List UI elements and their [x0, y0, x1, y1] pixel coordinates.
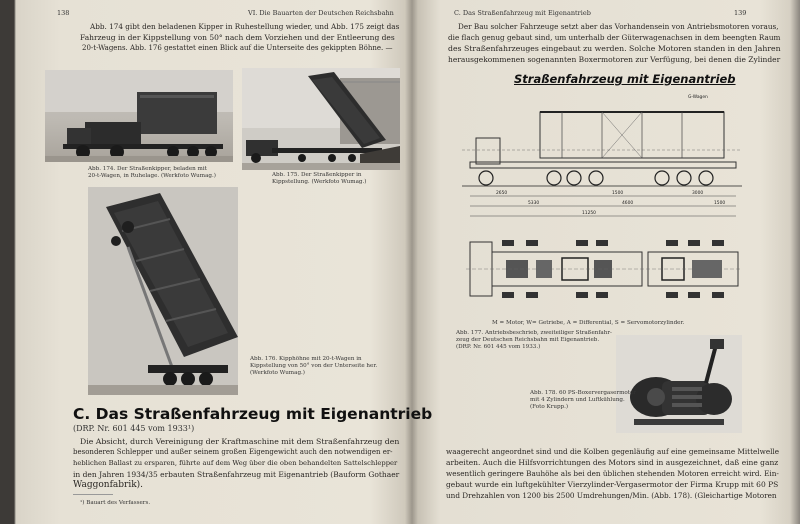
section-heading: C. Das Straßenfahrzeug mit Eigenantrieb [73, 405, 433, 423]
footnote-rule [73, 494, 113, 495]
photo-abb-175 [242, 68, 400, 170]
running-head: VI. Die Bauarten der Deutschen Reichsbahn [248, 9, 394, 17]
photo-abb-174 [45, 70, 233, 162]
intro-line: 20-t-Wagens. Abb. 176 gestattet einen Blick auf die Unterseite des gekippten Böhne. — [82, 44, 393, 52]
running-head: C. Das Straßenfahrzeug mit Eigenantrieb [454, 9, 591, 17]
dim-label: 1500 [714, 201, 726, 206]
caption-abb-177: Abb. 177. Antriebsbeschrieb, zweiteiliger Straßenfahr- zeug der Deutschen Reichsbahn mit Eigenantrieb. (DRP. Nr. 601 445 vom 1933.) [456, 330, 612, 350]
body-line: heblichen Ballast zu ersparen, führte auf dem Weg über die oben behandelten Sattelschlepper [73, 459, 398, 467]
elevation-drawing [462, 92, 742, 224]
photo-abb-176 [88, 187, 238, 395]
dim-label: 1500 [612, 191, 624, 196]
intro-line: herausgekommenen sogenannten Boxermotoren zur Verfügung, bei denen die Zylinder [448, 55, 781, 64]
caption-abb-174: Abb. 174. Der Straßenkipper, beladen mit 20-t-Wagen, in Ruhelage. (Werkfoto Wumag.) [88, 166, 216, 179]
drawing-title: Straßenfahrzeug mit Eigenantrieb [514, 72, 736, 86]
body-line: besonderen Schlepper und außer seinem großen Eigengewicht auch den notwendigen er- [73, 448, 393, 456]
caption-abb-176: Abb. 176. Kipphöhne mit 20-t-Wagen in Kippstellung von 50° von der Unterseite her. (Werkfoto Wumag.) [250, 356, 378, 376]
caption-abb-175: Abb. 175. Der Straßenkipper in Kippstellung. (Werkfoto Wumag.) [272, 172, 367, 185]
footnote: ¹) Bauart des Verfassers. [80, 500, 151, 506]
body-line: Die Absicht, durch Vereinigung der Kraftmaschine mit dem Straßenfahrzeug den [80, 437, 400, 446]
wagon-label: G-Wagen [688, 95, 708, 100]
intro-line: die flach genug gebaut sind, um unterhalb der Güterwagenachsen in dem beengten Raum [448, 33, 781, 42]
page-number: 138 [57, 9, 70, 17]
body-line: wesentlich geringere Bauhöhe als bei den üblichen stehenden Motoren erreicht wird. Ein- [446, 469, 779, 478]
intro-line: Fahrzeug in der Kippstellung von 50° nach dem Vorziehen und der Entleerung des [80, 33, 395, 42]
plan-drawing [466, 234, 742, 306]
intro-line: Der Bau solcher Fahrzeuge setzt aber das Vorhandensein von Antriebsmotoren voraus, [458, 22, 779, 31]
body-line: in den Jahren 1934/35 erbauten Straßenfahrzeug mit Eigenantrieb (Bauform Gothaer [73, 470, 400, 479]
dim-label: 4600 [622, 201, 634, 206]
section-subheading: (DRP. Nr. 601 445 vom 1933¹) [73, 424, 195, 433]
photo-abb-178 [616, 335, 742, 433]
body-line: und Drehzahlen von 1200 bis 2500 Umdrehungen/Min. (Abb. 178). (Gleichartige Motoren [446, 491, 777, 500]
intro-line: des Straßenfahrzeuges eingebaut zu werden. Solche Motoren standen in den Jahren [448, 44, 781, 53]
dim-label: 5330 [528, 201, 540, 206]
legend: M = Motor, W= Getriebe, A = Differential, S = Servomotorzylinder. [492, 320, 685, 326]
intro-line: Abb. 174 gibt den beladenen Kipper in Ruhestellung wieder, und Abb. 175 zeigt das [90, 22, 400, 31]
body-line: gebaut wurde ein luftgekühlter Vierzylinder-Vergasermotor der Firma Krupp mit 60 PS [446, 480, 779, 489]
body-line: waagerecht angeordnet sind und die Kolben gegenläufig auf eine gemeinsame Mittelwelle [446, 447, 780, 456]
dim-label: 3000 [692, 191, 704, 196]
page-number: 139 [734, 9, 747, 17]
body-line: arbeiten. Auch die Hilfsvorrichtungen des Motors sind in ausgezeichnet, daß eine ganz [446, 458, 779, 467]
dim-label: 11250 [582, 211, 596, 216]
caption-abb-178: Abb. 178. 60 PS-Boxervergasermotor mit 4 Zylindern und Luftkühlung. (Foto Krupp.) [530, 390, 637, 410]
body-line: Waggonfabrik). [73, 480, 144, 490]
right-page [418, 0, 790, 524]
dim-label: 2650 [496, 191, 508, 196]
left-page [20, 0, 433, 524]
